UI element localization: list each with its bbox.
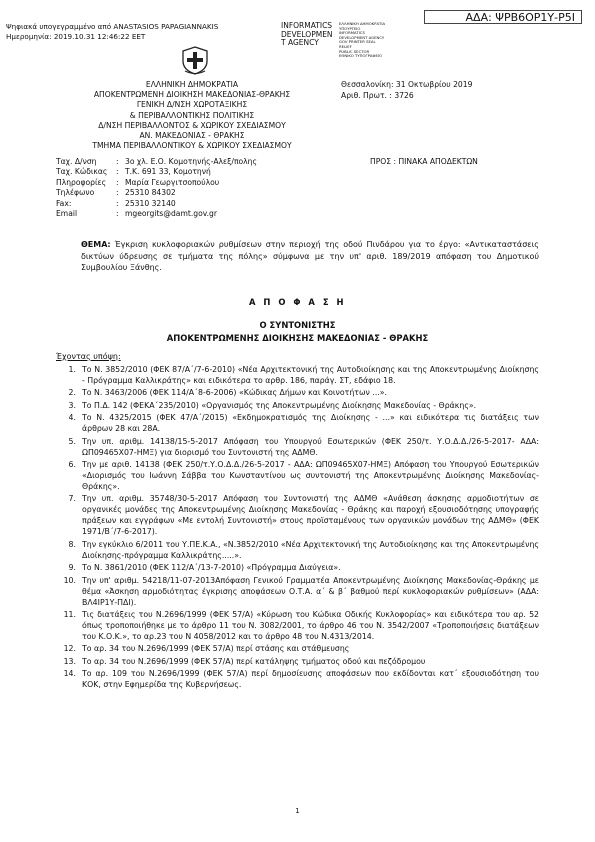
item-number: 8.	[68, 539, 76, 549]
date-protocol-block	[341, 79, 472, 101]
item-text: Το αρ. 34 του Ν.2696/1999 (ΦΕΚ 57/Α) περί στάσης και στάθμευσης	[82, 644, 350, 654]
subject-label: ΘΕΜΑ:	[81, 240, 111, 249]
page-number: 1	[295, 807, 300, 815]
contact-row	[56, 209, 257, 219]
item-number: 10.	[63, 575, 76, 585]
legal-basis-list	[56, 364, 539, 691]
item-number: 3.	[68, 400, 76, 410]
item-text: Το αρ. 34 του Ν.2696/1999 (ΦΕΚ 57/Α) περί κατάληψης τμήματος οδού και πεζόδρομου	[82, 656, 426, 666]
list-item	[56, 459, 539, 492]
contact-value: 25310 84302	[125, 188, 176, 198]
item-number: 11.	[63, 609, 76, 619]
issuing-authority	[62, 80, 322, 151]
small-line: ΥΠΟΥΡΓΕΙΟ	[339, 25, 361, 31]
contact-email[interactable]: mgeorgits@damt.gov.gr	[125, 209, 217, 219]
authority-line: ΑΠΟΚΕΝΤΡΩΜΕΝΗ ΔΙΟΙΚΗΣΗ ΜΑΚΕΔΟΝΙΑΣ-ΘΡΑΚΗΣ	[93, 90, 291, 100]
subject-text: Έγκριση κυκλοφοριακών ρυθμίσεων στην περιοχή της οδού Πινδάρου για το έργο: «Αντικαταστάσεις δικτύων ύδρευσης σε τμήματα της πόλης» σύμφωνα με την υπ' αριθ. 189/2019 απόφαση του Δημοτικού Συμβουλίου Ξάνθης.	[81, 240, 539, 272]
item-number: 12.	[63, 644, 76, 654]
contact-key: Fax:	[56, 198, 72, 208]
item-text: Την με αριθ. 14138 (ΦΕΚ 250/τ.Υ.Ο.Δ.Δ./26-5-2017 - ΑΔΑ: ΩΠ09465Χ07-ΗΜΞ) Απόφαση του Υπουργού Εσωτερικών «Διορισμός του Ιωάννη Σάββα του Κωνσταντίνου ως συντονιστή της Αποκεντρωμένης Διοίκησης Μακεδονίας-Θράκης».	[82, 459, 539, 491]
contact-row	[56, 157, 257, 167]
agency-label	[281, 22, 336, 48]
coordinator-line: Ο ΣΥΝΤΟΝΙΣΤΗΣ	[259, 320, 336, 330]
list-item	[56, 575, 539, 608]
contact-colon: :	[116, 177, 119, 187]
item-number: 13.	[63, 656, 76, 666]
greek-emblem-icon	[180, 45, 210, 75]
document-date: Θεσσαλονίκη: 31 Οκτωβρίου 2019	[341, 80, 473, 89]
item-number: 14.	[63, 669, 76, 679]
item-number: 7.	[68, 494, 76, 504]
item-text: Τις διατάξεις του Ν.2696/1999 (ΦΕΚ 57/Α) «Κύρωση του Κώδικα Οδικής Κυκλοφορίας» και ειδικότερα του αρ. 52 όπως τροποποιήθηκε με το άρθρο 11 του Ν. 3082/2001, το άρθρο 46 του Ν. 3542/2007 «Τροποποιήσεις διατάξεων του Κ.Ο.Κ.», το αρ.23 του Ν 4058/2012 και το άρθρο 48 του Ν.4313/2014.	[82, 609, 539, 641]
signature-date: Ημερομηνία: 2019.10.31 12:46:22 EET	[6, 31, 146, 41]
considering-label: Έχοντας υπόψη:	[56, 352, 121, 361]
list-item	[56, 364, 539, 386]
contact-row	[56, 178, 257, 188]
list-item	[56, 656, 539, 667]
authority-line: ΕΛΛΗΝΙΚΗ ΔΗΜΟΚΡΑΤΙΑ	[145, 80, 239, 89]
item-text: Την υπ. αριθμ. 35748/30-5-2017 Απόφαση του Συντονιστή της ΑΔΜΘ «Ανάθεση άσκησης αρμοδιοτήτων σε οργανικές μονάδες της Αποκεντρωμένης Διοίκησης Μακεδονίας - Θράκης και παροχή εξουσιοδότησης υπογραφής πράξεων και εγγράφων «Με εντολή Συντονιστή» στους προϊσταμένους των οργανικών μονάδων της ΑΔΜΘ» (ΦΕΚ 1971/Β΄/7-6-2017).	[82, 494, 539, 537]
small-line: ΕΘΝΙΚΟ ΤΥΠΟΓΡΑΦΕΙΟ	[339, 53, 383, 59]
small-line: GOV PRINTER SEAL	[339, 39, 376, 45]
small-line: DEVELOPMENT AGENCY	[339, 34, 385, 40]
list-item	[56, 562, 539, 573]
contact-colon: :	[116, 188, 119, 198]
item-number: 9.	[68, 563, 76, 573]
authority-line: ΤΜΗΜΑ ΠΕΡΙΒΑΛΛΟΝΤΙΚΟΥ & ΧΩΡΙΚΟΥ ΣΧΕΔΙΑΣΜΟΥ	[92, 141, 292, 151]
agency-line: INFORMATICS	[281, 21, 333, 30]
contact-value: 25310 32140	[125, 198, 176, 208]
contact-colon: :	[116, 209, 119, 219]
list-item	[56, 400, 539, 411]
contact-value: Μαρία Γεωργιτσοπούλου	[125, 177, 220, 187]
item-text: Το Π.Δ. 142 (ΦΕΚΑ΄235/2010) «Οργανισμός της Αποκεντρωμένης Διοίκησης Μακεδονίας - Θράκης».	[82, 400, 477, 410]
list-item	[56, 539, 539, 561]
ada-code: ΑΔΑ: ΨΡΒ6ΟΡ1Υ-Ρ5Ι	[424, 10, 582, 24]
small-line: PUBLIC SECTOR	[339, 48, 370, 54]
item-text: Το Ν. 4325/2015 (ΦΕΚ 47/Α΄/2015) «Εκδημοκρατισμός της Διοίκησης - ...» και ειδικότερα τις διατάξεις των άρθρων 28 και 28Α.	[82, 413, 539, 434]
coordinator-heading	[0, 319, 595, 345]
contact-key: Ταχ. Κώδικας	[56, 167, 108, 177]
item-text: Το Ν. 3861/2010 (ΦΕΚ 112/Α΄/13-7-2010) «Πρόγραμμα Διαύγεια».	[82, 563, 341, 573]
protocol-number: Αριθ. Πρωτ. : 3726	[341, 91, 414, 100]
small-line: INFORMATICS	[339, 30, 365, 36]
authority-line: Δ/ΝΣΗ ΠΕΡΙΒΑΛΛΟΝΤΟΣ & ΧΩΡΙΚΟΥ ΣΧΕΔΙΑΣΜΟΥ	[98, 120, 286, 130]
contact-details	[56, 157, 257, 219]
contact-row	[56, 188, 257, 198]
contact-value: 3ο χλ. Ε.Ο. Κομοτηνής-Αλεξ/πολης	[125, 157, 257, 166]
agency-line: T AGENCY	[281, 38, 319, 47]
authority-line: ΓΕΝΙΚΗ Δ/ΝΣΗ ΧΩΡΟΤΑΞΙΚΗΣ	[136, 100, 248, 110]
list-item	[56, 668, 539, 690]
item-number: 5.	[68, 436, 76, 446]
list-item	[56, 387, 539, 398]
contact-key: Πληροφορίες	[56, 177, 107, 187]
authority-line: ΑΝ. ΜΑΚΕΔΟΝΙΑΣ - ΘΡΑΚΗΣ	[139, 131, 245, 141]
contact-key: Email	[56, 209, 78, 219]
item-number: 6.	[68, 459, 76, 469]
item-text: Το Ν. 3852/2010 (ΦΕΚ 87/Α΄/7-6-2010) «Νέα Αρχιτεκτονική της Αυτοδιοίκησης και της Αποκεντρωμένης Διοίκησης - Πρόγραμμα Καλλικράτης» και ειδικότερα το αρθρ. 186, παράγ. ΣΤ, εδάφιο 18.	[82, 365, 539, 385]
contact-key: Ταχ. Δ/νση	[56, 157, 97, 166]
item-text: Το Ν. 3463/2006 (ΦΕΚ 114/Α΄8-6-2006) «Κώδικας Δήμων και Κοινοτήτων ...».	[82, 388, 388, 398]
contact-value: Τ.Κ. 691 33, Κομοτηνή	[125, 167, 211, 177]
contact-row	[56, 167, 257, 177]
coordinator-line: ΑΠΟΚΕΝΤΡΩΜΕΝΗΣ ΔΙΟΙΚΗΣΗΣ ΜΑΚΕΔΟΝΙΑΣ - ΘΡΑΚΗΣ	[166, 333, 429, 343]
small-line: ΕΛΛΗΝΙΚΗ ΔΗΜΟΚΡΑΤΙΑ	[339, 21, 386, 26]
digital-signature	[6, 22, 218, 41]
small-line: RELIEF	[339, 43, 352, 49]
contact-row	[56, 199, 257, 209]
contact-colon: :	[116, 198, 119, 208]
contact-colon: :	[116, 167, 119, 177]
authority-line: & ΠΕΡΙΒΑΛΛΟΝΤΙΚΗΣ ΠΟΛΙΤΙΚΗΣ	[129, 110, 255, 120]
list-item	[56, 493, 539, 537]
list-item	[56, 412, 539, 434]
subject-paragraph	[81, 239, 539, 274]
contact-colon: :	[116, 157, 119, 166]
list-item	[56, 609, 539, 642]
item-text: Την υπ. αριθμ. 14138/15-5-2017 Απόφαση του Υπουργού Εσωτερικών (ΦΕΚ 250/τ. Υ.Ο.Δ.Δ./26-5-2017- ΑΔΑ: ΩΠ09465Χ07-ΗΜΞ) για διορισμό του Συντονιστή της ΑΔΜΘ.	[82, 436, 539, 457]
decision-heading: Α Π Ο Φ Α Σ Η	[249, 297, 346, 307]
item-number: 1.	[68, 365, 76, 374]
list-item	[56, 643, 539, 654]
agency-line: DEVELOPMEN	[281, 29, 333, 39]
signature-line: Ψηφιακά υπογεγραμμένο από ANASTASIOS PAPAGIANNAKIS	[6, 22, 219, 31]
recipients-label: ΠΡΟΣ : ΠΙΝΑΚΑ ΑΠΟΔΕΚΤΩΝ	[370, 157, 478, 166]
item-text: Την εγκύκλιο 6/2011 του Υ.ΠΕ.Κ.Α., «Ν.3852/2010 «Νέα Αρχιτεκτονική της Αυτοδιοίκησης και της Αποκεντρωμένης Διοίκησης-πρόγραμμα Καλλικράτης.....».	[82, 539, 539, 560]
item-number: 4.	[68, 413, 76, 423]
item-text: Το αρ. 109 του Ν.2696/1999 (ΦΕΚ 57/Α) περί δημοσίευσης αποφάσεων που εκδίδονται κατ΄ εξουσιοδότηση του ΚΟΚ, στην Εφημερίδα της Κυβερνήσεως.	[82, 669, 539, 690]
item-number: 2.	[68, 388, 76, 398]
list-item	[56, 436, 539, 458]
agency-small-print	[339, 22, 419, 59]
item-text: Την υπ' αριθμ. 54218/11-07-2013Απόφαση Γενικού Γραμματέα Αποκεντρωμένης Διοίκησης Μακεδονίας-Θράκης με θέμα «Άσκηση αρμοδιότητας έγκρισης αποφάσεων Ο.Τ.Α. α΄ & β΄ βαθμού περί κυκλοφοριακών ρυθμίσεων» (ΑΔΑ: ΒΛ4ΙΡ1Υ-ΠΔΙ).	[82, 575, 539, 607]
contact-key: Τηλέφωνο	[56, 188, 95, 198]
